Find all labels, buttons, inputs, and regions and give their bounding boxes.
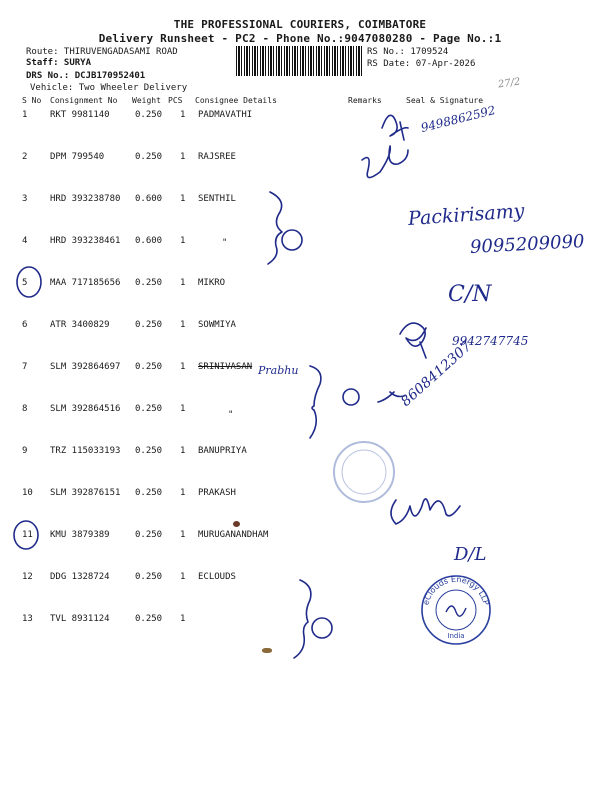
document-title: THE PROFESSIONAL COURIERS, COIMBATORE: [173, 18, 427, 31]
row-consignee: PRAKASH: [198, 488, 236, 498]
row-sno: 1: [22, 110, 28, 120]
handwritten-phone-row8: 8608412307: [398, 338, 475, 410]
document-subtitle: Delivery Runsheet - PC2 - Phone No.:9047080280 - Page No.:1: [98, 32, 502, 45]
handwritten-phone-row6: 9942747745: [452, 334, 529, 348]
row-pcs: 1: [180, 614, 186, 624]
col-seal-signature: Seal & Signature: [406, 96, 484, 105]
vehicle-label: Vehicle: Two Wheeler Delivery: [30, 83, 188, 93]
col-weight: Weight: [132, 96, 161, 105]
handwritten-note-row12: D/L: [454, 544, 487, 565]
row-weight: 0.250: [135, 572, 163, 582]
signature-row2: [362, 146, 408, 178]
row-consignee: SENTHIL: [198, 194, 236, 204]
rs-date: RS Date: 07-Apr-2026: [367, 59, 476, 69]
row-consignment: SLM 392864697: [50, 362, 121, 372]
row-consignment: TRZ 115033193: [50, 446, 121, 456]
row-consignment: TVL 8931124: [50, 614, 110, 624]
handwritten-corner-note: 27/2: [497, 76, 522, 91]
row-consignee: MIKRO: [198, 278, 226, 288]
circle-mark-row5: [17, 267, 41, 297]
col-remarks: Remarks: [348, 96, 382, 105]
route-label: Route: THIRUVENGADASAMI ROAD: [26, 47, 178, 57]
row-pcs: 1: [180, 152, 186, 162]
circled-two-rows7-8: [343, 389, 359, 405]
row-weight: 0.250: [135, 530, 163, 540]
row-consignment: DDG 1328724: [50, 572, 110, 582]
col-pcs: PCS: [168, 96, 183, 105]
row-pcs: 1: [180, 320, 186, 330]
row-sno: 7: [22, 362, 28, 372]
row-pcs: 1: [180, 110, 186, 120]
seal-country-text: India: [447, 632, 465, 640]
ink-blot: [262, 648, 272, 653]
seal-company-text: eClouds Energy LLP: [421, 574, 491, 607]
row-sno: 11: [22, 530, 33, 540]
row-sno: 9: [22, 446, 28, 456]
row-sno: 6: [22, 320, 28, 330]
row-pcs: 1: [180, 530, 186, 540]
brace-rows3-4: [268, 192, 282, 264]
row-pcs: 1: [180, 404, 186, 414]
col-sno: S No: [22, 96, 42, 105]
row-sno: 13: [22, 614, 33, 624]
row-weight: 0.250: [135, 320, 163, 330]
row-consignment: ATR 3400829: [50, 320, 110, 330]
row-consignment: HRD 393238461: [50, 236, 121, 246]
row-weight: 0.600: [135, 194, 163, 204]
circled-two-rows12-13: [312, 618, 332, 638]
row-consignment: HRD 393238780: [50, 194, 121, 204]
row-weight: 0.250: [135, 614, 163, 624]
handwritten-phone-row1: 9498862592: [419, 102, 497, 136]
row-consignment: RKT 9981140: [50, 110, 110, 120]
faded-stamp: [328, 432, 398, 512]
brace-rows12-13: [294, 580, 311, 658]
row-consignment: DPM 799540: [50, 152, 105, 162]
row-sno: 4: [22, 236, 28, 246]
signature-row1: [382, 115, 408, 140]
row-consignee-ditto: ": [222, 238, 228, 248]
handwritten-phone-row4: 9095209090: [469, 231, 586, 258]
row-weight: 0.250: [135, 278, 163, 288]
row-pcs: 1: [180, 446, 186, 456]
row-consignment: SLM 392864516: [50, 404, 121, 414]
brace-rows7-8: [310, 366, 321, 438]
row-consignee: PADMAVATHI: [198, 110, 253, 120]
signature-row10: [391, 499, 460, 524]
barcode: [236, 46, 364, 76]
row-consignment: MAA 717185656: [50, 278, 121, 288]
row-sno: 10: [22, 488, 33, 498]
row-sno: 2: [22, 152, 28, 162]
row-weight: 0.250: [135, 446, 163, 456]
col-consignee: Consignee Details: [195, 96, 277, 105]
seal-signature: [446, 606, 466, 616]
handwritten-addition-row7: Prabhu: [258, 364, 299, 377]
row-consignee: MURUGANANDHAM: [198, 530, 269, 540]
row-weight: 0.600: [135, 236, 163, 246]
row-weight: 0.250: [135, 404, 163, 414]
row-weight: 0.250: [135, 152, 163, 162]
row-sno: 5: [22, 278, 28, 288]
row-consignee-struck: SRINIVASAN: [198, 362, 253, 372]
circled-two-rows3-4: [282, 230, 302, 250]
row-consignment: KMU 3879389: [50, 530, 110, 540]
row-consignee: ECLOUDS: [198, 572, 236, 582]
staff-label: Staff: SURYA: [26, 58, 92, 68]
row-consignment: SLM 392876151: [50, 488, 121, 498]
row-pcs: 1: [180, 572, 186, 582]
handwritten-note-row5: C/N: [448, 282, 492, 307]
row-weight: 0.250: [135, 362, 163, 372]
handwritten-name-row3: Packirisamy: [407, 199, 526, 231]
col-consignment: Consignment No: [50, 96, 118, 105]
signature-row6: [400, 323, 426, 358]
row-consignee: SOWMIYA: [198, 320, 236, 330]
row-consignee: BANUPRIYA: [198, 446, 247, 456]
ink-blot: [233, 521, 240, 527]
row-sno: 3: [22, 194, 28, 204]
row-sno: 12: [22, 572, 33, 582]
row-consignee-ditto: ": [228, 410, 234, 420]
drs-number: DRS No.: DCJB170952401: [26, 71, 146, 81]
rs-number: RS No.: 1709524: [367, 47, 449, 57]
row-pcs: 1: [180, 362, 186, 372]
row-weight: 0.250: [135, 488, 163, 498]
company-seal: [418, 572, 494, 648]
row-weight: 0.250: [135, 110, 163, 120]
row-pcs: 1: [180, 488, 186, 498]
row-pcs: 1: [180, 278, 186, 288]
row-sno: 8: [22, 404, 28, 414]
row-pcs: 1: [180, 194, 186, 204]
row-consignee: RAJSREE: [198, 152, 236, 162]
row-pcs: 1: [180, 236, 186, 246]
